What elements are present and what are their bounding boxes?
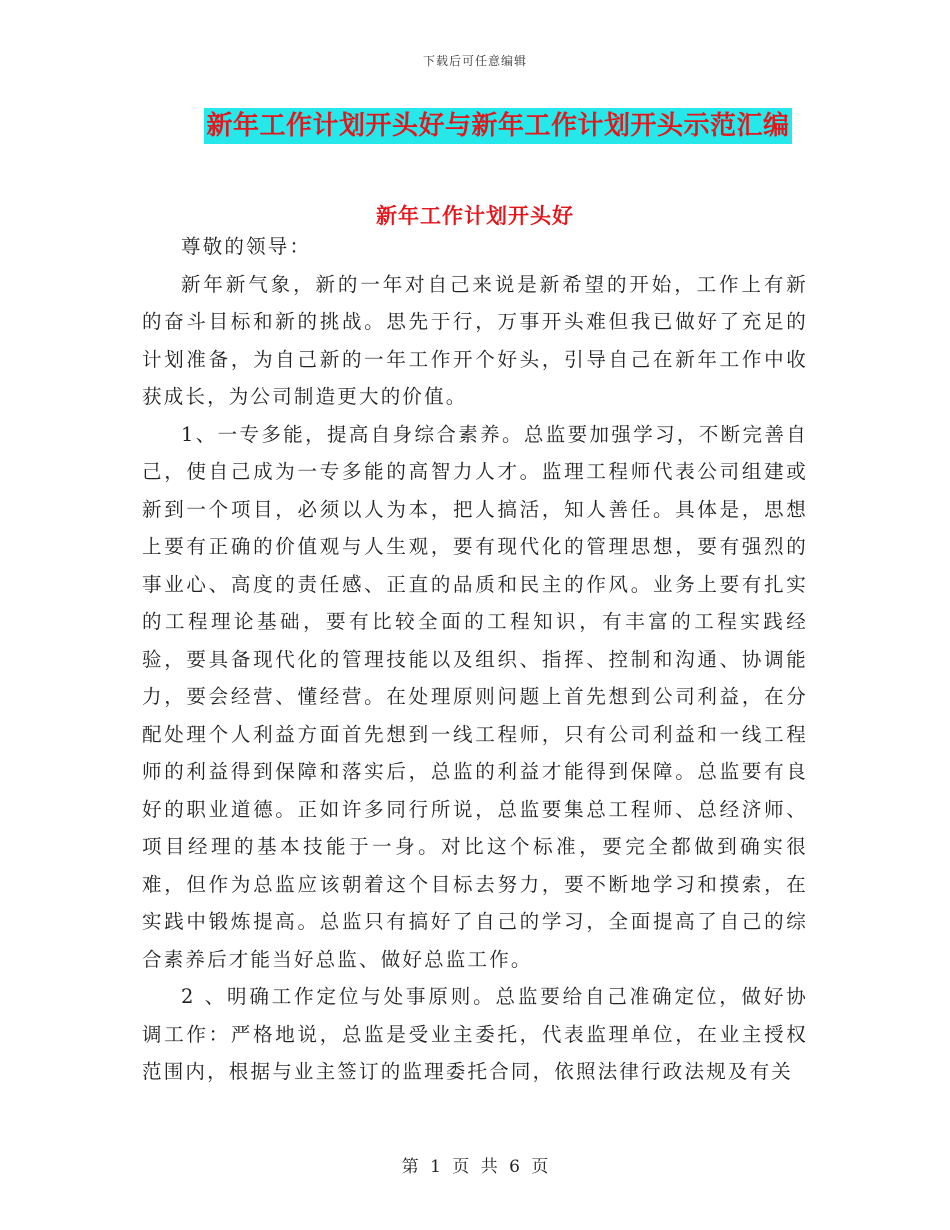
salutation-paragraph: 尊敬的领导： xyxy=(181,235,312,258)
body-paragraph: 2 、明确工作定位与处事原则。总监要给自己准确定位，做好协调工作：严格地说，总监是受业主委托，代表监理单位，在业主授权范围内，根据与业主签订的监理委托合同，依照法律行政法规及有关 xyxy=(142,985,808,1083)
page-number-footer: 第 1 页 共 6 页 xyxy=(401,1157,549,1177)
document-title: 新年工作计划开头好与新年工作计划开头示范汇编 xyxy=(204,108,791,144)
page-header-note: 下载后可任意编辑 xyxy=(422,54,527,68)
document-body xyxy=(142,228,808,1091)
section-title: 新年工作计划开头好 xyxy=(376,203,574,228)
body-paragraph: 1、一专多能，提高自身综合素养。总监要加强学习，不断完善自己，使自己成为一专多能的高智力人才。监理工程师代表公司组建或新到一个项目，必须以人为本，把人搞活，知人善任。具体是，思想上要有正确的价值观与人生观，要有现代化的管理思想，要有强烈的事业心、高度的责任感、正直的品质和民主的作风。业务上要有扎实的工程理论基础，要有比较全面的工程知识，有丰富的工程实践经验，要具备现代化的管理技能以及组织、指挥、控制和沟通、协调能力，要会经营、懂经营。在处理原则问题上首先想到公司利益，在分配处理个人利益方面首先想到一线工程师，只有公司利益和一线工程师的利益得到保障和落实后，总监的利益才能得到保障。总监要有良好的职业道德。正如许多同行所说，总监要集总工程师、总经济师、项目经理的基本技能于一身。对比这个标准，要完全都做到确实很难，但作为总监应该朝着这个目标去努力，要不断地学习和摸索，在实践中锻炼提高。总监只有搞好了自己的学习，全面提高了自己的综合素养后才能当好总监、做好总监工作。 xyxy=(142,422,808,971)
body-paragraph: 新年新气象，新的一年对自己来说是新希望的开始，工作上有新的奋斗目标和新的挑战。思先于行，万事开头难但我已做好了充足的计划准备，为自己新的一年工作开个好头，引导自己在新年工作中收获成长，为公司制造更大的价值。 xyxy=(142,272,808,408)
document-title-container xyxy=(0,108,950,144)
